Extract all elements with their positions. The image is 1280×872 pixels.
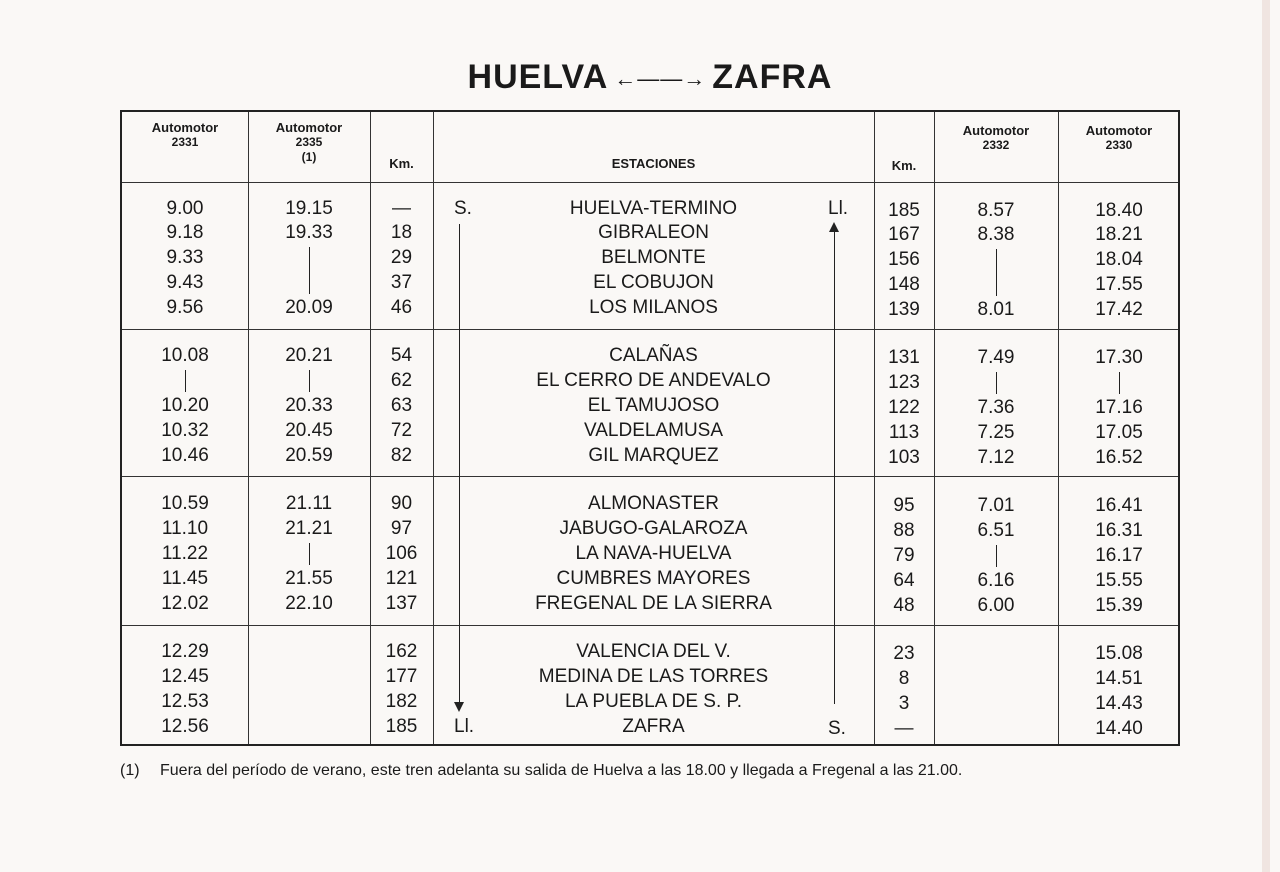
cell-station: BELMONTE — [601, 247, 706, 268]
cell-km1: 182 — [385, 691, 418, 712]
footnote-mark: (1) — [120, 762, 140, 779]
title-origin: HUELVA — [467, 58, 609, 96]
cell-t2332: 6.16 — [977, 570, 1015, 591]
header-automotor-2332 — [934, 123, 1058, 153]
cell-km2: 23 — [893, 643, 915, 664]
group-divider — [122, 476, 1178, 477]
cell-km2: 123 — [888, 372, 920, 393]
cell-km2: 3 — [898, 693, 910, 714]
cell-km1: 121 — [385, 568, 418, 589]
cell-km2: 64 — [893, 570, 915, 591]
cell-t2331: 9.18 — [166, 222, 204, 243]
cell-t2331: 10.59 — [161, 493, 209, 514]
cell-station: GIBRALEON — [598, 222, 709, 243]
cell-t2330: 14.51 — [1095, 668, 1143, 689]
cell-station: LOS MILANOS — [589, 297, 718, 318]
cell-station: EL COBUJON — [593, 272, 714, 293]
cell-t2330: 15.55 — [1095, 570, 1143, 591]
cell-t2330: 14.40 — [1095, 718, 1143, 739]
passes-without-stopping-bar — [309, 370, 310, 392]
cell-km1: 37 — [390, 272, 413, 293]
cell-t2332: 7.01 — [977, 495, 1015, 516]
group-divider — [122, 625, 1178, 626]
cell-station: GIL MARQUEZ — [588, 445, 719, 466]
header-automotor-2331 — [122, 120, 248, 150]
cell-station: EL TAMUJOSO — [587, 395, 720, 416]
cell-t2330: 18.21 — [1095, 224, 1143, 245]
header-footnote-ref: (1) — [301, 150, 317, 164]
cell-km1: 90 — [390, 493, 413, 514]
arrival-marker-outbound: Ll. — [454, 716, 475, 737]
header-km-outbound: Km. — [389, 156, 414, 171]
departure-marker-outbound: S. — [454, 198, 472, 219]
cell-t2331: 12.45 — [161, 666, 209, 687]
cell-t2332: 8.57 — [977, 200, 1015, 221]
cell-t2331: 9.33 — [166, 247, 204, 268]
cell-t2330: 18.04 — [1095, 249, 1143, 270]
cell-t2330: 17.05 — [1095, 422, 1143, 443]
cell-km2: 148 — [888, 274, 920, 295]
cell-km1: 46 — [390, 297, 413, 318]
cell-km2: 103 — [888, 447, 920, 468]
cell-km2: 139 — [888, 299, 920, 320]
header-label: Automotor — [1085, 123, 1153, 138]
cell-t2332: 6.51 — [977, 520, 1015, 541]
cell-km1: 137 — [385, 593, 418, 614]
cell-t2335: 21.21 — [285, 518, 333, 539]
cell-t2335: 20.59 — [285, 445, 333, 466]
cell-km1: 177 — [385, 666, 418, 687]
header-train-number: 2330 — [1105, 138, 1133, 152]
cell-km2: 113 — [888, 422, 920, 443]
header-automotor-2335 — [248, 120, 370, 165]
cell-station: EL CERRO DE ANDEVALO — [536, 370, 771, 391]
cell-km1: 29 — [390, 247, 413, 268]
cell-t2331: 9.56 — [166, 297, 204, 318]
header-stations: ESTACIONES — [611, 156, 696, 171]
cell-t2331: 10.20 — [161, 395, 209, 416]
cell-station: FREGENAL DE LA SIERRA — [535, 593, 772, 614]
cell-station: VALENCIA DEL V. — [576, 641, 731, 662]
cell-t2330: 17.30 — [1095, 347, 1143, 368]
cell-km2: 88 — [893, 520, 915, 541]
header-divider — [122, 182, 1178, 183]
passes-without-stopping-bar — [185, 370, 186, 392]
page-edge — [1262, 0, 1270, 872]
cell-t2332: 8.01 — [977, 299, 1015, 320]
cell-km2: 122 — [888, 397, 920, 418]
cell-t2332: 7.49 — [977, 347, 1015, 368]
cell-km1: 54 — [390, 345, 413, 366]
cell-station: LA PUEBLA DE S. P. — [564, 691, 743, 712]
cell-t2335: 21.55 — [285, 568, 333, 589]
cell-km2: 95 — [893, 495, 915, 516]
cell-t2335: 22.10 — [285, 593, 333, 614]
cell-km2: 185 — [888, 200, 920, 221]
cell-km2: 131 — [888, 347, 920, 368]
cell-km1: 185 — [385, 716, 418, 737]
cell-km1: 106 — [385, 543, 418, 564]
cell-t2330: 18.40 — [1095, 200, 1143, 221]
cell-station: ZAFRA — [622, 716, 685, 737]
cell-t2332: 7.12 — [977, 447, 1015, 468]
cell-t2331: 12.56 — [161, 716, 209, 737]
cell-t2330: 16.41 — [1095, 495, 1143, 516]
cell-t2335: 19.33 — [285, 222, 333, 243]
cell-km1: 62 — [390, 370, 413, 391]
cell-km1: 82 — [390, 445, 413, 466]
header-label: Automotor — [962, 123, 1030, 138]
title-destination: ZAFRA — [712, 58, 833, 96]
arrival-marker-inbound: Ll. — [828, 198, 849, 219]
cell-km1: 97 — [390, 518, 413, 539]
passes-without-stopping-bar — [309, 543, 310, 565]
passes-without-stopping-bar — [1119, 372, 1120, 394]
cell-km1: 18 — [390, 222, 413, 243]
cell-km1: — — [392, 198, 411, 219]
passes-without-stopping-bar — [996, 249, 997, 296]
cell-t2331: 12.53 — [161, 691, 209, 712]
cell-station: CUMBRES MAYORES — [556, 568, 751, 589]
cell-t2330: 15.39 — [1095, 595, 1143, 616]
cell-km2: 156 — [888, 249, 920, 270]
cell-t2331: 10.32 — [161, 420, 209, 441]
cell-km2: 48 — [893, 595, 915, 616]
page-title — [0, 58, 1280, 97]
cell-t2335: 20.45 — [285, 420, 333, 441]
cell-station: MEDINA DE LAS TORRES — [538, 666, 769, 687]
cell-t2335: 20.33 — [285, 395, 333, 416]
cell-t2331: 9.43 — [166, 272, 204, 293]
cell-station: CALAÑAS — [609, 345, 698, 366]
cell-t2335: 21.11 — [285, 493, 333, 514]
timetable — [120, 110, 1180, 746]
cell-t2330: 14.43 — [1095, 693, 1143, 714]
cell-station: ALMONASTER — [588, 493, 719, 514]
cell-t2335: 20.09 — [285, 297, 333, 318]
header-label: Automotor — [151, 120, 219, 135]
cell-km1: 72 — [390, 420, 413, 441]
cell-t2335: 19.15 — [285, 198, 333, 219]
cell-t2331: 11.22 — [161, 543, 209, 564]
cell-km2: 79 — [893, 545, 915, 566]
cell-t2331: 12.29 — [161, 641, 209, 662]
cell-t2332: 7.36 — [977, 397, 1015, 418]
cell-t2332: 8.38 — [977, 224, 1015, 245]
cell-t2330: 16.52 — [1095, 447, 1143, 468]
cell-t2331: 11.10 — [161, 518, 209, 539]
bidirectional-arrow-icon: ←——→ — [614, 66, 707, 92]
cell-t2332: 7.25 — [977, 422, 1015, 443]
cell-station: JABUGO-GALAROZA — [559, 518, 748, 539]
cell-km2: 167 — [888, 224, 920, 245]
group-divider — [122, 329, 1178, 330]
cell-t2331: 12.02 — [161, 593, 209, 614]
cell-t2331: 10.46 — [161, 445, 209, 466]
cell-station: LA NAVA-HUELVA — [575, 543, 732, 564]
cell-t2330: 15.08 — [1095, 643, 1143, 664]
cell-t2332: 6.00 — [977, 595, 1015, 616]
cell-station: HUELVA-TERMINO — [569, 198, 738, 219]
header-train-number: 2331 — [171, 135, 199, 149]
cell-t2330: 16.31 — [1095, 520, 1143, 541]
passes-without-stopping-bar — [996, 372, 997, 394]
footnote-text: Fuera del período de verano, este tren adelanta su salida de Huelva a las 18.00 y llegada a Fregenal a las 21.00. — [160, 762, 963, 779]
header-train-number: 2335 — [295, 135, 323, 149]
footnote — [120, 762, 962, 780]
passes-without-stopping-bar — [996, 545, 997, 567]
cell-km1: 162 — [385, 641, 418, 662]
cell-t2331: 11.45 — [161, 568, 209, 589]
header-automotor-2330 — [1058, 123, 1180, 153]
cell-t2331: 10.08 — [161, 345, 209, 366]
cell-km2: — — [894, 718, 914, 739]
cell-t2330: 16.17 — [1095, 545, 1143, 566]
cell-t2335: 20.21 — [285, 345, 333, 366]
cell-km2: 8 — [898, 668, 910, 689]
column-divider — [433, 112, 434, 744]
cell-t2330: 17.42 — [1095, 299, 1143, 320]
header-label: Automotor — [275, 120, 343, 135]
cell-t2330: 17.16 — [1095, 397, 1143, 418]
passes-without-stopping-bar — [309, 247, 310, 294]
header-km-inbound: Km. — [891, 158, 917, 173]
cell-station: VALDELAMUSA — [583, 420, 724, 441]
cell-t2331: 9.00 — [166, 198, 204, 219]
header-train-number: 2332 — [982, 138, 1010, 152]
departure-marker-inbound: S. — [828, 718, 846, 739]
cell-t2330: 17.55 — [1095, 274, 1143, 295]
cell-km1: 63 — [390, 395, 413, 416]
